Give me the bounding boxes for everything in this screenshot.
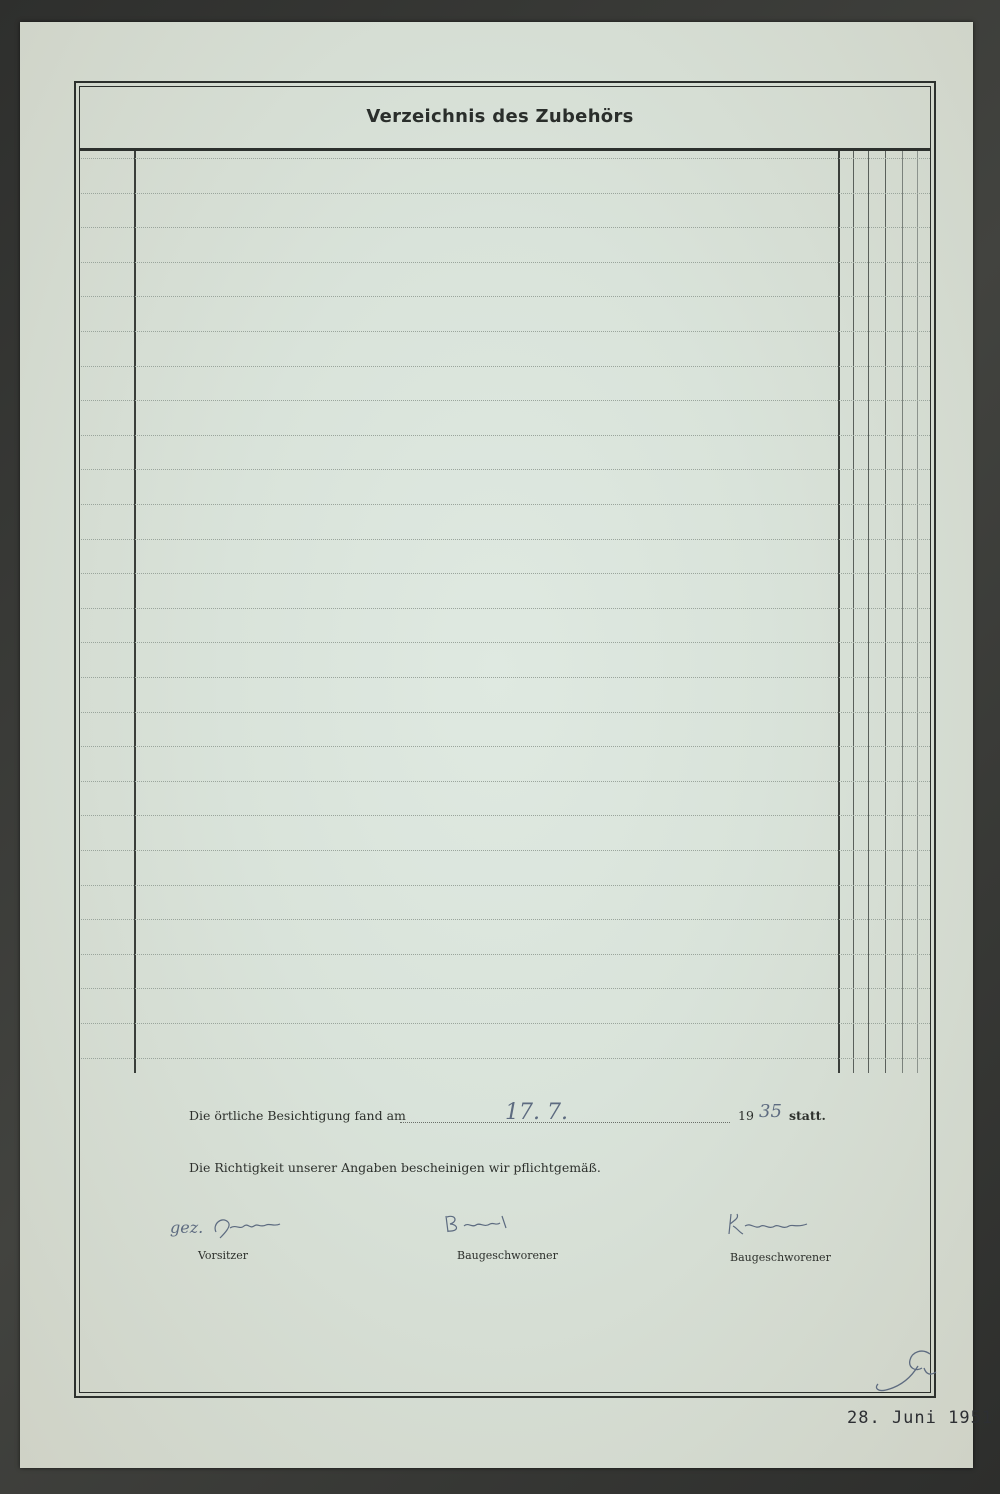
right-subcolumn-line-1 xyxy=(853,151,854,1073)
certification-text: Die Richtigkeit unserer Angaben bescheinigen wir pflichtgemäß. xyxy=(189,1160,601,1175)
ruled-row-line xyxy=(81,850,930,851)
right-column-line xyxy=(838,151,840,1073)
initials-mark xyxy=(872,1346,942,1396)
ruled-row-line xyxy=(81,539,930,540)
ruled-row-line xyxy=(81,954,930,955)
ruled-row-line xyxy=(81,677,930,678)
ruled-row-line xyxy=(81,746,930,747)
ruled-row-line xyxy=(81,262,930,263)
ruled-row-line xyxy=(81,400,930,401)
right-subcolumn-line-4 xyxy=(902,151,903,1073)
ruled-row-line xyxy=(81,642,930,643)
ruled-row-line xyxy=(81,988,930,989)
juror2-signature xyxy=(725,1212,815,1238)
year-prefix: 19 xyxy=(738,1108,754,1123)
inspection-prefix: Die örtliche Besichtigung fand am xyxy=(189,1108,406,1123)
ruled-row-line xyxy=(81,331,930,332)
chair-label: Vorsitzer xyxy=(198,1249,248,1262)
ruled-row-line xyxy=(81,435,930,436)
chair-prefix: gez. xyxy=(170,1218,204,1237)
ruled-row-line xyxy=(81,781,930,782)
juror1-signature xyxy=(442,1212,522,1236)
ruled-row-line xyxy=(81,573,930,574)
ruled-row-line xyxy=(81,712,930,713)
right-subcolumn-line-5 xyxy=(917,151,918,1073)
ruled-row-line xyxy=(81,885,930,886)
form-title: Verzeichnis des Zubehörs xyxy=(366,106,634,127)
ruled-row-line xyxy=(81,1023,930,1024)
ruled-row-line xyxy=(81,193,930,194)
ruled-row-line xyxy=(81,608,930,609)
form-frame xyxy=(74,81,936,1398)
ruled-row-line xyxy=(81,469,930,470)
chair-signature xyxy=(210,1214,290,1240)
left-column-line xyxy=(134,151,136,1073)
ruled-row-line xyxy=(81,366,930,367)
ruled-row-line xyxy=(81,158,930,159)
date-stamp: 28. Juni 1951 xyxy=(847,1408,994,1428)
juror2-label: Baugeschworener xyxy=(730,1251,831,1264)
year-suffix: 35 xyxy=(759,1101,782,1122)
inspection-day-month: 17. 7. xyxy=(505,1100,568,1125)
inspection-suffix: statt. xyxy=(789,1108,826,1123)
ruled-row-line xyxy=(81,296,930,297)
ruled-row-line xyxy=(81,227,930,228)
ruled-row-line xyxy=(81,815,930,816)
juror1-label: Baugeschworener xyxy=(457,1249,558,1262)
ruled-row-line xyxy=(81,919,930,920)
right-subcolumn-line-3 xyxy=(885,151,886,1073)
ruled-row-line xyxy=(81,504,930,505)
right-subcolumn-line-2 xyxy=(868,151,869,1073)
ruled-row-line xyxy=(81,1058,930,1059)
